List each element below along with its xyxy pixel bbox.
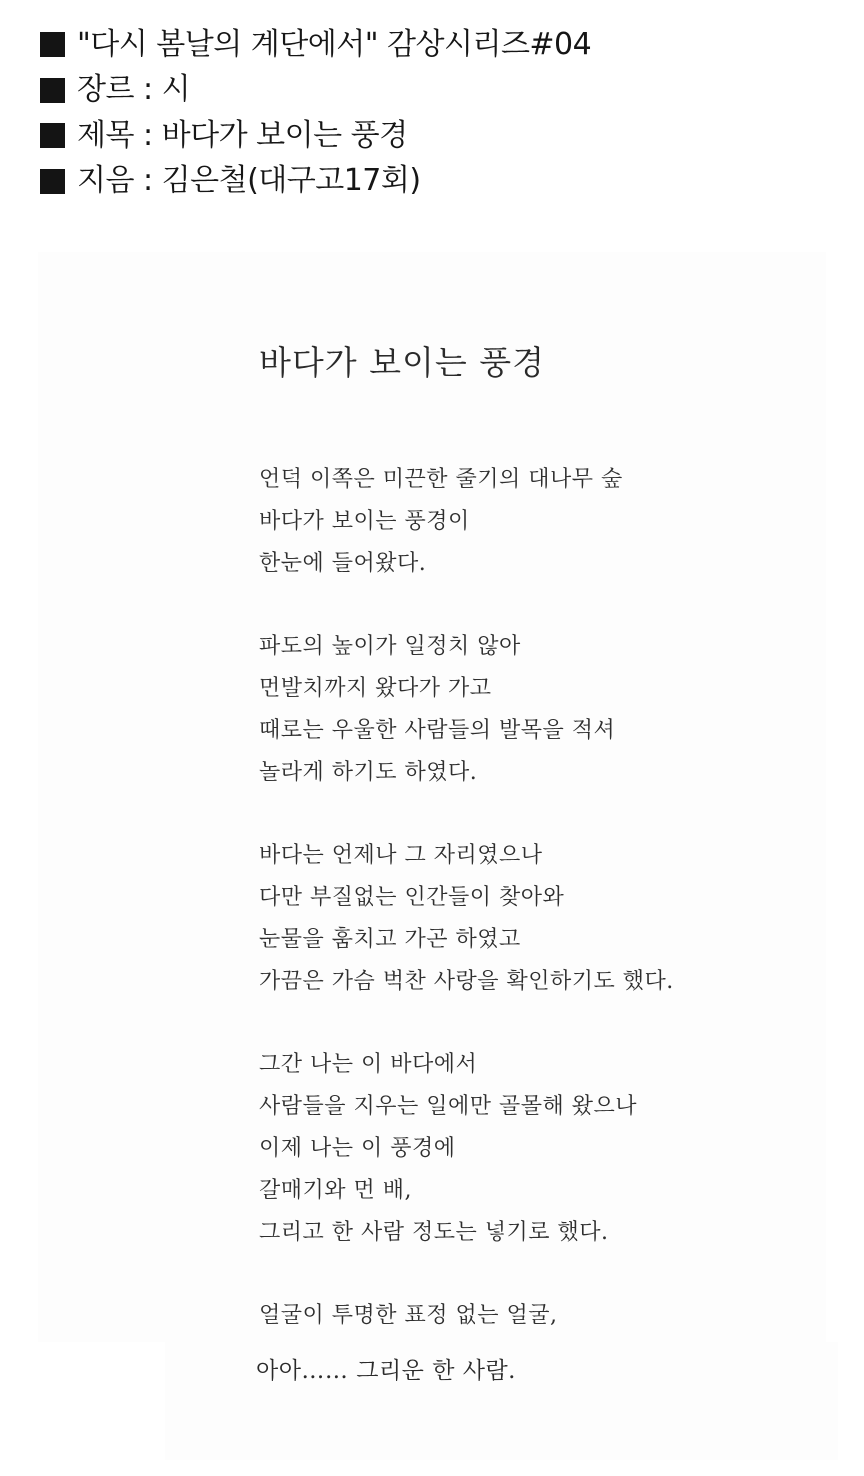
poem-stanza: [259, 1049, 819, 1259]
poem-title: 바다가 보이는 풍경: [259, 343, 546, 382]
poem-line: 바다는 언제나 그 자리였으나: [259, 843, 543, 868]
poem-line: 파도의 높이가 일정치 않아: [259, 634, 521, 659]
square-bullet-icon: [40, 169, 65, 194]
poem-line: 바다가 보이는 풍경이: [259, 509, 470, 534]
poem-line: 가끔은 가슴 벅찬 사랑을 확인하기도 했다.: [259, 969, 674, 994]
poem-line: 먼발치까지 왔다가 가고: [259, 676, 492, 701]
header-genre-line: [40, 68, 840, 114]
poem-stanza: [259, 464, 819, 590]
square-bullet-icon: [40, 32, 65, 57]
header-series-line: [40, 22, 840, 68]
header-author-text: 지음 : 김은철(대구고17회): [77, 163, 421, 199]
header-title-text: 제목 : 바다가 보이는 풍경: [77, 117, 408, 153]
poem-line: 얼굴이 투명한 표정 없는 얼굴,: [259, 1303, 558, 1328]
poem-final-line: 아아…… 그리운 한 사람.: [256, 1358, 516, 1384]
poem-line: 갈매기와 먼 배,: [259, 1178, 412, 1203]
poem-line: 언덕 이쪽은 미끈한 줄기의 대나무 숲: [259, 467, 623, 492]
poem-line: 그리고 한 사람 정도는 넣기로 했다.: [259, 1220, 609, 1245]
header-title-line: [40, 113, 840, 159]
header-genre-text: 장르 : 시: [77, 72, 191, 108]
square-bullet-icon: [40, 123, 65, 148]
poem-line: 다만 부질없는 인간들이 찾아와: [259, 885, 565, 910]
poem-line: 때로는 우울한 사람들의 발목을 적셔: [259, 718, 616, 743]
square-bullet-icon: [40, 78, 65, 103]
poem-line: 이제 나는 이 풍경에: [259, 1136, 456, 1161]
poem-line: 사람들을 지우는 일에만 골몰해 왔으나: [259, 1094, 638, 1119]
poem-line: 눈물을 훔치고 가곤 하였고: [259, 927, 521, 952]
post-header: [40, 22, 840, 204]
poem-line: 그간 나는 이 바다에서: [259, 1052, 478, 1077]
poem-stanza: [259, 840, 819, 1008]
poem-body: [259, 464, 819, 1383]
header-series-text: "다시 봄날의 계단에서" 감상시리즈#04: [77, 26, 592, 62]
poem-line: 놀라게 하기도 하였다.: [259, 760, 478, 785]
poem-stanza: [259, 1300, 819, 1342]
poem-stanza: [259, 631, 819, 799]
poem-line: 한눈에 들어왔다.: [259, 551, 427, 576]
header-author-line: [40, 159, 840, 205]
